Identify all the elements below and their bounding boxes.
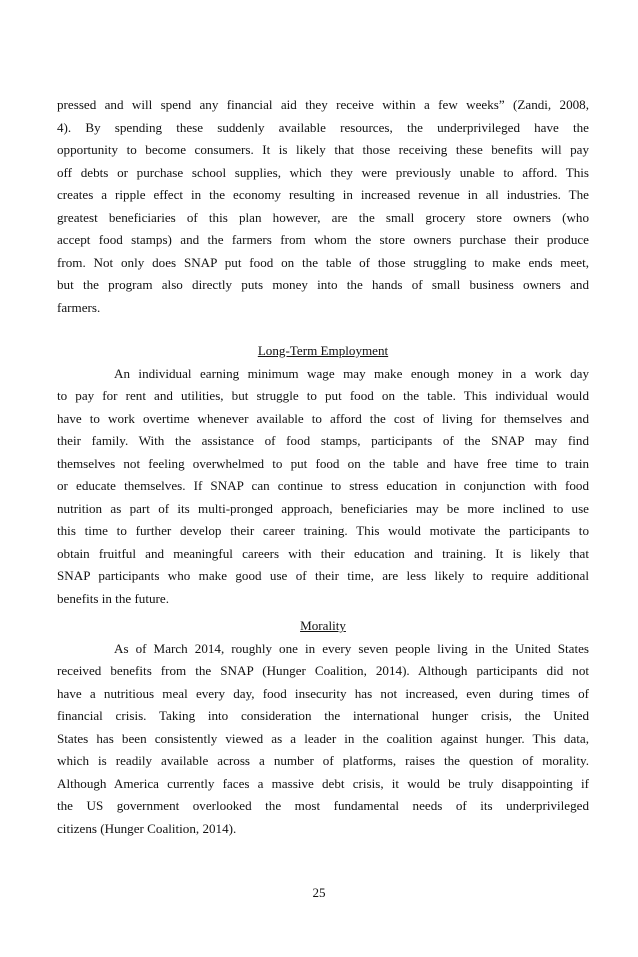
paragraph-line: received benefits from the SNAP (Hunger Coalition, 2014). Although participants did not	[57, 663, 589, 678]
section-long-term-employment	[57, 340, 589, 610]
paragraph-line: the US government overlooked the most fundamental needs of its underprivileged	[57, 798, 589, 813]
section-morality	[57, 615, 589, 840]
paragraph-line: themselves not feeling overwhelmed to put food on the table and have free time to train	[57, 455, 589, 471]
paragraph-line: creates a ripple effect in the economy resulting in increased revenue in all industries. The	[57, 187, 589, 202]
paragraph-line: farmers.	[57, 299, 101, 315]
paragraph-line: States has been consistently viewed as a leader in the coalition against hunger. This data,	[57, 730, 589, 746]
paragraph-line: As of March 2014, roughly one in every seven people living in the United States	[114, 640, 589, 656]
paragraph-continuation	[57, 94, 589, 319]
paragraph-line: Although America currently faces a massive debt crisis, it would be truly disappointing if	[57, 775, 589, 791]
section-heading: Long-Term Employment	[257, 343, 389, 358]
paragraph-line: benefits in the future.	[57, 590, 169, 606]
paragraph-line: SNAP participants who make good use of their time, are less likely to require additional	[57, 568, 589, 583]
paragraph-line: citizens (Hunger Coalition, 2014).	[57, 820, 237, 836]
paragraph-line: but the program also directly puts money into the hands of small business owners and	[57, 277, 589, 292]
paragraph-line: to pay for rent and utilities, but struggle to put food on the table. This individual would	[57, 388, 589, 403]
page-number: 25	[312, 885, 326, 900]
paragraph-line: financial crisis. Taking into consideration the international hunger crisis, the United	[57, 708, 589, 723]
paragraph-line: off debts or purchase school supplies, which they were previously unable to afford. This	[57, 164, 589, 180]
paragraph-line: An individual earning minimum wage may make enough money in a work day	[114, 365, 589, 381]
paragraph-line: greatest beneficiaries of this plan however, are the small grocery store owners (who	[57, 209, 589, 225]
paragraph-line: nutrition as part of its multi-pronged approach, beneficiaries may be more inclined to use	[57, 500, 589, 516]
paragraph-line: 4). By spending these suddenly available resources, the underprivileged have the	[57, 119, 589, 135]
paragraph-line: this time to further develop their career training. This would motivate the participants to	[57, 523, 589, 538]
paragraph-line: their family. With the assistance of food stamps, participants of the SNAP may find	[57, 433, 589, 448]
paragraph-line: or educate themselves. If SNAP can continue to stress education in conjunction with food	[57, 478, 589, 493]
paragraph-line: which is readily available across a number of platforms, raises the question of morality.	[57, 753, 589, 768]
paragraph-line: have to work overtime whenever available to afford the cost of living for themselves and	[57, 410, 589, 426]
paragraph-line: have a nutritious meal every day, food insecurity has not increased, even during times of	[57, 685, 589, 701]
paragraph-line: accept food stamps) and the farmers from whom the store owners purchase their produce	[57, 232, 589, 247]
paragraph-line: from. Not only does SNAP put food on the table of those struggling to make ends meet,	[57, 254, 589, 270]
paragraph-line: opportunity to become consumers. It is likely that those receiving these benefits will pay	[57, 142, 589, 157]
section-heading: Morality	[300, 618, 346, 633]
paragraph-line: pressed and will spend any financial aid they receive within a few weeks” (Zandi, 2008,	[57, 97, 589, 112]
paragraph-line: obtain fruitful and meaningful careers with their education and training. It is likely that	[57, 545, 589, 561]
